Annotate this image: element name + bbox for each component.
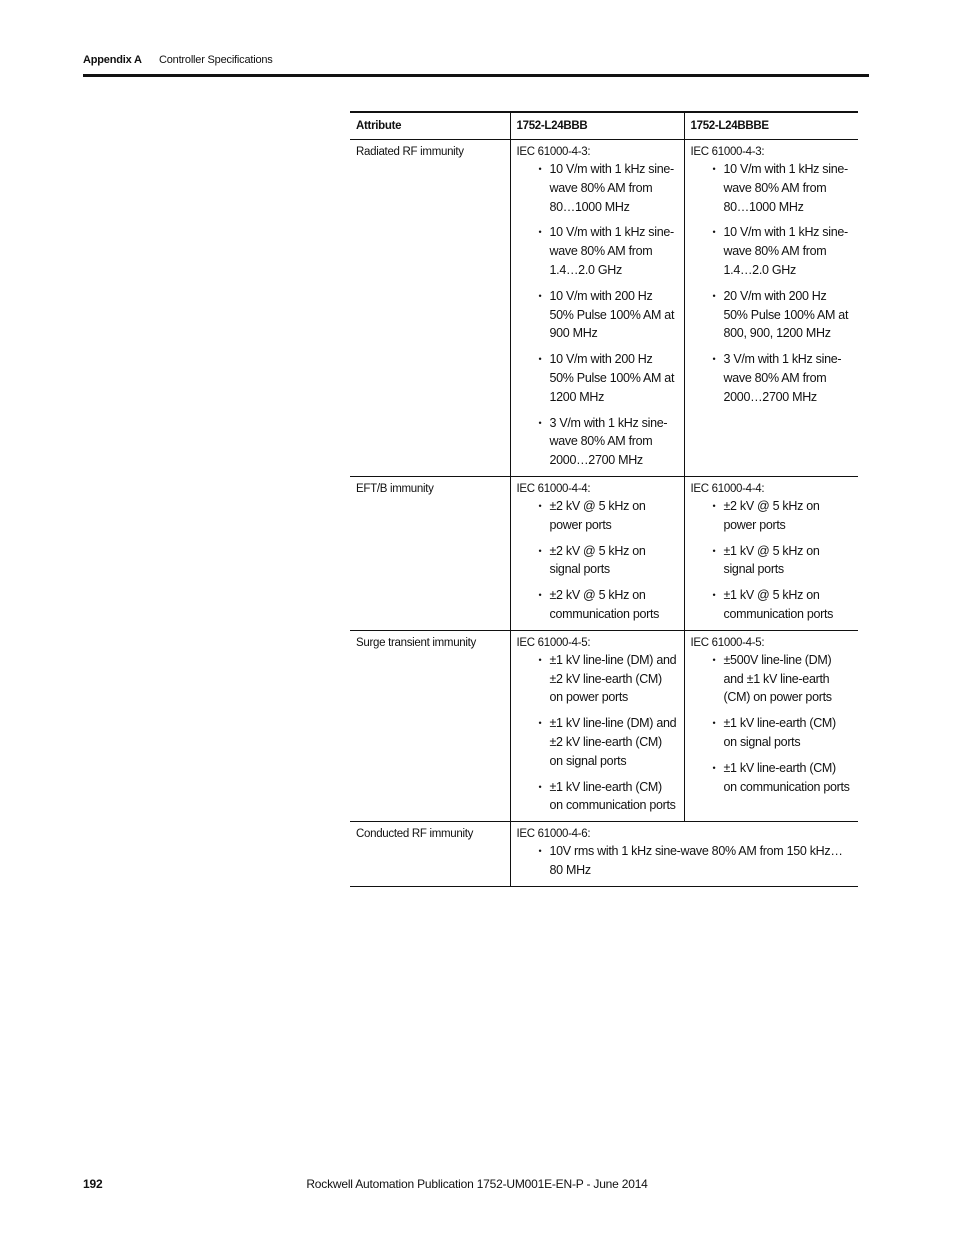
table-row (350, 140, 858, 477)
list-item: • 3 V/m with 1 kHz sine-wave 80% AM from 2000…2700 MHz (539, 414, 678, 470)
list-item: • ±2 kV @ 5 kHz on power ports (713, 497, 853, 535)
spec-list (691, 651, 853, 797)
spec-list (517, 497, 678, 624)
attribute-cell (350, 476, 510, 630)
table-row (350, 476, 858, 630)
section-title: Controller Specifications (159, 54, 273, 66)
table-row (350, 630, 858, 821)
table-row (350, 822, 858, 887)
attribute-name: Conducted RF immunity (356, 828, 474, 841)
list-item: • ±1 kV @ 5 kHz on signal ports (713, 542, 853, 580)
column-header-l24bbb: 1752-L24BBB (510, 112, 684, 140)
standard-label: IEC 61000-4-3: (690, 146, 765, 158)
list-item: • 10V rms with 1 kHz sine-wave 80% AM from 150 kHz…80 MHz (539, 842, 853, 880)
list-item: • 20 V/m with 200 Hz 50% Pulse 100% AM at 800, 900, 1200 MHz (713, 287, 853, 343)
list-item: • 10 V/m with 1 kHz sine-wave 80% AM from 80…1000 MHz (539, 160, 678, 216)
list-item: • 10 V/m with 1 kHz sine-wave 80% AM from 1.4…2.0 GHz (539, 223, 678, 279)
standard-label: IEC 61000-4-3: (516, 146, 591, 158)
appendix-label: Appendix A (83, 54, 142, 66)
attribute-name: Radiated RF immunity (356, 146, 464, 158)
standard-label: IEC 61000-4-5: (516, 636, 591, 649)
list-item: • 10 V/m with 1 kHz sine-wave 80% AM from 1.4…2.0 GHz (713, 223, 853, 279)
l24bbbe-cell (684, 630, 858, 821)
header-rule (83, 74, 869, 77)
list-item: • ±1 kV line-line (DM) and ±2 kV line-earth (CM) on power ports (539, 651, 678, 707)
l24bbb-cell (510, 476, 684, 630)
attribute-name: Surge transient immunity (356, 636, 476, 649)
standard-label: IEC 61000-4-5: (690, 636, 765, 649)
table-header-row (350, 112, 858, 140)
list-item: • ±1 kV line-line (DM) and ±2 kV line-earth (CM) on signal ports (539, 714, 678, 770)
spec-list (517, 651, 678, 815)
attribute-name: EFT/B immunity (356, 482, 434, 495)
l24bbb-cell (510, 140, 684, 477)
l24bbbe-cell (684, 140, 858, 477)
l24bbbe-cell (684, 476, 858, 630)
publication-info: Rockwell Automation Publication 1752-UM001E-EN-P - June 2014 (306, 1177, 648, 1191)
spec-list (517, 842, 853, 880)
list-item: • ±500V line-line (DM) and ±1 kV line-earth (CM) on power ports (713, 651, 853, 707)
list-item: • ±2 kV @ 5 kHz on signal ports (539, 542, 678, 580)
column-header-attribute: Attribute (350, 112, 510, 140)
standard-label: IEC 61000-4-4: (516, 482, 591, 495)
spec-list (691, 160, 853, 407)
page-number: 192 (83, 1177, 103, 1191)
l24bbb-cell (510, 630, 684, 821)
page-header (83, 53, 869, 67)
spec-list (517, 160, 678, 470)
attribute-cell (350, 140, 510, 477)
spec-list (691, 497, 853, 624)
list-item: • 10 V/m with 1 kHz sine-wave 80% AM from 80…1000 MHz (713, 160, 853, 216)
list-item: • ±2 kV @ 5 kHz on power ports (539, 497, 678, 535)
list-item: • ±1 kV line-earth (CM) on communication ports (713, 759, 853, 797)
list-item: • ±2 kV @ 5 kHz on communication ports (539, 586, 678, 624)
attribute-cell (350, 822, 510, 887)
standard-label: IEC 61000-4-6: (516, 828, 591, 841)
standard-label: IEC 61000-4-4: (690, 482, 765, 495)
list-item: • ±1 kV line-earth (CM) on signal ports (713, 714, 853, 752)
both-models-cell (510, 822, 858, 887)
list-item: • 10 V/m with 200 Hz 50% Pulse 100% AM at 900 MHz (539, 287, 678, 343)
column-header-l24bbbe: 1752-L24BBBE (684, 112, 858, 140)
list-item: • 3 V/m with 1 kHz sine-wave 80% AM from 2000…2700 MHz (713, 350, 853, 406)
list-item: • ±1 kV line-earth (CM) on communication ports (539, 778, 678, 816)
list-item: • ±1 kV @ 5 kHz on communication ports (713, 586, 853, 624)
specifications-table (350, 111, 858, 887)
list-item: • 10 V/m with 200 Hz 50% Pulse 100% AM at 1200 MHz (539, 350, 678, 406)
attribute-cell (350, 630, 510, 821)
